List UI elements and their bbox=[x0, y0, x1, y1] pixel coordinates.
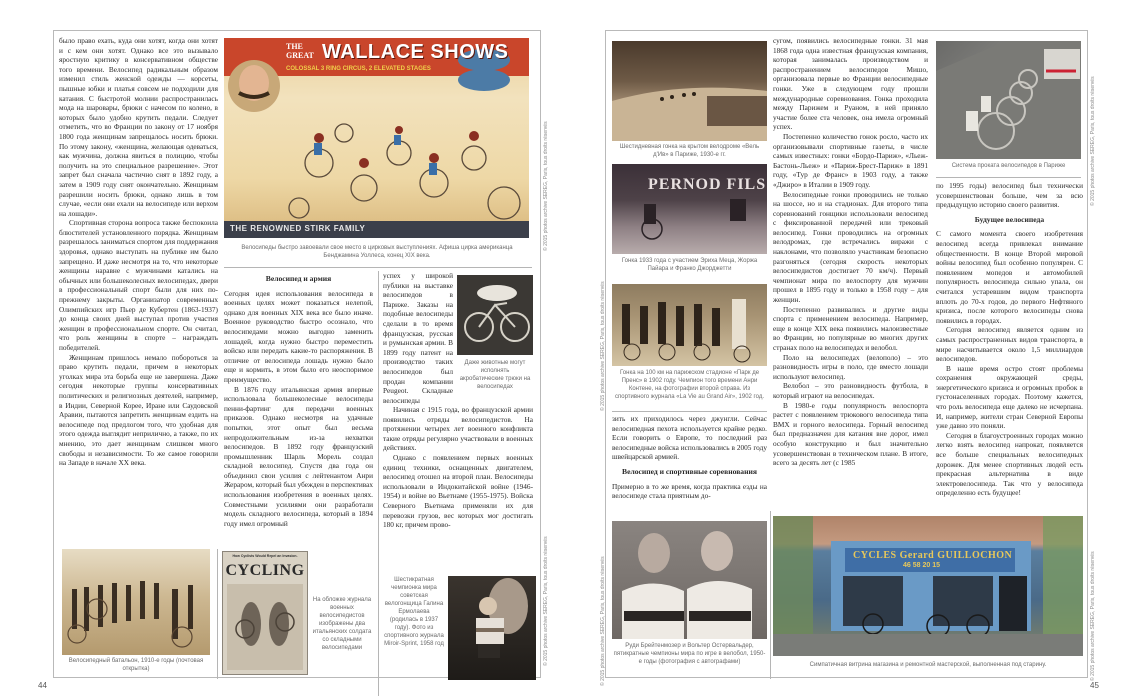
section-heading-sport: Велосипед и спортивные соревнования bbox=[622, 466, 757, 476]
soldiers-illustration bbox=[223, 584, 307, 674]
paragraph: по 1995 годы) велосипед был технически усовершенствован больше, чем за всю предыдущую историю своего развития. bbox=[936, 181, 1083, 210]
paragraph: Поло на велосипедах (велополо) – это разновидность игры в поло, где вместо лошади используют велосипед. bbox=[773, 352, 928, 381]
galina-ermolaeva-photo bbox=[448, 576, 536, 680]
race-1902-illustration bbox=[612, 284, 767, 366]
page-number-left: 44 bbox=[38, 681, 47, 690]
section-heading-army: Велосипед и армия bbox=[265, 274, 332, 283]
race-illustration bbox=[612, 164, 767, 254]
paragraph: Постепенно количество гонок росло, часто их организовывали спортивные газеты, в числе самых известных: гонки «Бордо-Париж», «Льеж-Бастонь-Льеж» и «Париж-Брест-Париж» в 1891 году, «Тур де Франс» в 1903 году, а также «Джиро» в Италии в 1909 году. bbox=[773, 131, 928, 189]
bicycle-battalion-photo bbox=[62, 549, 210, 655]
photo-credit: © 2015 photos archive SEREG, Paris, tous droits réservés bbox=[543, 536, 549, 666]
champions-illustration bbox=[612, 521, 767, 639]
article-column-army-b bbox=[383, 405, 533, 577]
divider bbox=[224, 267, 532, 268]
rental-bikes-illustration bbox=[936, 41, 1081, 159]
page-number-right: 45 bbox=[1090, 681, 1099, 690]
photo-credit: © 2015 photos archive SEREG, Paris, tous droits réservés bbox=[1090, 76, 1096, 206]
parrot-illustration bbox=[457, 275, 533, 355]
paragraph: сугом, появились велосипедные гонки. 31 мая 1868 года одна известная французская компания, которая занималась производством и распространением велосипедов Мишо, организовала первые во Франции велосипедные гонки. Уже в следующем году прошли международные соревнования. Гонка проходила между Парижем и Руаном, в ней приняло участие более ста человек, она имела огромный успех. bbox=[773, 36, 928, 132]
section-heading-future: Будущее велосипеда bbox=[974, 214, 1045, 224]
race-1902-caption: Гонка на 100 км на парижском стадионе «Парк де Пренс» в 1902 году. Чемпион того времени Анри Контене, на фотографии второй справа. Из спортивного журнала «La Vie au Grand Air», 1902 год. bbox=[614, 370, 764, 400]
cover-masthead: CYCLING bbox=[225, 562, 305, 579]
paragraph: Примерно в то же время, когда практика езды на велосипеде стала приятным до- bbox=[612, 481, 767, 501]
battalion-illustration bbox=[62, 549, 210, 655]
shop-caption: Симпатичная витрина магазина и ремонтной мастерской, выполненная под старину. bbox=[809, 662, 1047, 668]
column-divider bbox=[378, 271, 379, 696]
right-page bbox=[600, 30, 1096, 686]
paragraph: было право ехать, куда они хотят, когда они хотят и с кем они хотят. Однако все это вызывало яростную критику в консервативном обществе того времени. Велосипед радикальным образом изменил стиль женской одежды — корсеты, пышные юбки и платья совсем не подходили для катания. С быстротой молнии распространилась мода на шаровары, брюки с начесом по колено, в которых было удобно крутить педали. Следует отметить, что во Франции по закону от 17 ноября 1800 года женщинам запрещалось носить брюки. По этому закону, «женщина, желающая одеваться, как мужчина, должна явиться в полицию, чтобы получить на это специальное разрешение». Этот запрет был сначала частично снят в 1892 году, а затем в 1909 году снят окончательно. Женщинам разрешили носить брюки, однако лишь в том случае, «если они ехали на велосипеде или верхом на лошади». bbox=[59, 36, 218, 218]
column-divider bbox=[770, 511, 771, 679]
pernod-sign: PERNOD FILS bbox=[648, 176, 767, 193]
paragraph: Начиная с 1915 года, во французской армии появились отряды велосипедистов. На протяжении четырех лет военного конфликта такие отряды регулярно участвовали в военных действиях. bbox=[383, 405, 533, 453]
race-1902-photo bbox=[612, 284, 767, 366]
poster-banner: THE RENOWNED STIRK FAMILY bbox=[230, 224, 366, 233]
shop-phone: 46 58 20 15 bbox=[903, 562, 940, 569]
paragraph: Сегодня в благоустроенных городах можно легко взять велосипед напрокат, появляется все больше специальных велосипедных дорожек. Для менее спортивных людей есть прекрасная альтернатива в виде электровелосипеда. Так что у велосипеда определенно есть будущее! bbox=[936, 430, 1083, 498]
paragraph: С самого момента своего изобретения велосипед всегда привлекал внимание общественности. В конце Второй мировой войны велосипед был особенно популярен. С появлением мопедов и автомобилей популярность велосипеда сильно упала, он считался устаревшим видом транспорта вплоть до 70-х годов, до первого Нефтяного кризиса, после которого велосипеды снова появились в городах. bbox=[936, 229, 1083, 325]
article-column-army-a bbox=[224, 269, 373, 599]
poster-caption: Велосипеды быстро завоевали свое место в цирковых выступлениях. Афиша цирка американца Бенджамина Уоллеса, конец XIX века. bbox=[241, 245, 513, 259]
paragraph: Сегодня велосипед является одним из самых распространенных видов транспорта, в мире насчитывается около 1,5 миллиардов велосипедов. bbox=[936, 325, 1083, 364]
shop-sign: CYCLES Gerard GUILLOCHON bbox=[853, 550, 1013, 561]
article-column-future bbox=[936, 181, 1083, 511]
paragraph: Однако с появлением первых военных единиц техники, оснащенных двигателем, велосипед отошел на второй план. Велосипеды использовали в Индокитайской войне (1946-1954) и войне во Вьетнаме (1955-1975). Войска Северного Вьетнама применяли их для перевозки грузов, вес которых мог достигать 180 кг, причем прово- bbox=[383, 452, 533, 530]
cover-header: How Cyclists Would Repel an Invasion. bbox=[232, 554, 298, 558]
article-column-army-b-wrap bbox=[383, 271, 453, 406]
paragraph: Постепенно развивались и другие виды спорта с применением велосипеда. Например, еще в конце XIX века появились малоизвестные во Франции, но популярные во многих других странах поло на велосипедах и велобол. bbox=[773, 304, 928, 352]
paragraph: зить их приходилось через джунгли. Сейчас велосипедная пехота используется крайне редко. Если говорить о Европе, то последний раз велосипедные войска использовались в 2005 году швейцарской армией. bbox=[612, 414, 767, 462]
paragraph: успех у широкой публики на выставке велосипедов в Париже. Заказы на подобные велосипеды сделали в то время французская, русская и румынская армии. В 1899 году патент на производство таких велосипедов был продан компании Peugeot. Складные велосипеды bbox=[383, 271, 453, 405]
photo-credit: © 2015 photos archive SEREG, Paris, tous droits réservés bbox=[600, 281, 606, 411]
paragraph: Велосипедные гонки проводились не только на шоссе, но и на стадионах. Для второго типа соревнований гонщики использовали велосипед с фиксированной передачей или трековый велосипед. Гонки проводились на огромных велодромах, где встречались виражи с наклонами, что позволяло участникам безопасно разгоняться (сегодня скорость некоторых велосипедистов достигает 70 км/ч). Первый чемпионат мира по велоспорту для мужчин прошел в 1895 году и только в 1958 году – для женщин. bbox=[773, 189, 928, 305]
photo-credit: © 2015 photos archive SEREG, Paris, tous droits réservés bbox=[543, 121, 549, 251]
photo-credit: © 2015 photos archive SEREG, Paris, tous droits réservés bbox=[600, 556, 606, 686]
poster-title: WALLACE SHOWS bbox=[322, 41, 509, 63]
paragraph: Велобол – это разновидность футбола, в который играют на велосипедах. bbox=[773, 381, 928, 400]
article-column-women bbox=[59, 36, 218, 526]
bike-shop-photo bbox=[773, 516, 1083, 656]
divider bbox=[612, 411, 767, 412]
column-divider bbox=[217, 549, 218, 679]
parrot-caption: Даже животные могут исполнять акробатические трюки на велосипедах bbox=[459, 360, 531, 390]
bike-rental-photo bbox=[936, 41, 1081, 159]
article-column-infantry-end bbox=[612, 414, 767, 509]
divider bbox=[936, 177, 1081, 178]
velobol-champions-photo bbox=[612, 521, 767, 639]
champion-caption: Шестикратная чемпионка мира советская велогонщица Галина Ермолаева (родилась в 1937 году). Фото из спортивного журнала Miroir-Sprint, 1958 год bbox=[384, 577, 444, 647]
wallace-shows-poster bbox=[224, 38, 529, 238]
velodrome-caption: Шестидневная гонка на крытом велодроме «Вель д'Ив» в Париже, 1930-е гг. bbox=[619, 144, 760, 158]
photo-credit: © 2015 photos archive SEREG, Paris, tous droits réservés bbox=[1090, 551, 1096, 681]
rental-caption: Система проката велосипедов в Париже bbox=[951, 163, 1066, 169]
left-page bbox=[53, 30, 549, 678]
paragraph: В наше время остро стоят проблемы сохранения окружающей среды, энергетического кризиса и огромных пробок в густонаселенных городах. Поэтому кажется, что роль велосипеда еще далеко не исчерпана. И, например, жители стран Северной Европы уже давно это поняли. bbox=[936, 363, 1083, 431]
article-column-races bbox=[773, 36, 928, 516]
cycling-magazine-cover bbox=[222, 551, 308, 675]
paragraph: В 1876 году итальянская армия впервые использовала большеколесные велосипеды пенни-фартинг для передачи военных приказов. Однако несмотря на удачные попытки, этот опыт был весьма непродолжительным из-за нехватки велосипедов. В 1892 году французский промышленник Шарль Морель создал складной велосипед. Спустя два года он объединил свои усилия с лейтенантом Анри Жераром, который был убежден в перспективах использования изобретения в военных целях. Совместными усилиями они разработали модель складного велосипеда, который в 1894 году имел огромный bbox=[224, 384, 373, 528]
cycling-cover-caption: На обложке журнала военных велосипедистов изображены два итальянских солдата со складными велосипедами bbox=[312, 597, 372, 651]
race-1933-photo bbox=[612, 164, 767, 254]
paragraph: Женщинам пришлось немало побороться за право крутить педали, причем в некоторых уголках мира эта борьба еще не завершена. Даже сегодня некоторые группы консервативных политических и религиозных деятелей, например, в Индии, Северной Корее, Иране или Саудовской Аравии, пытаются запретить женщинам ездить на велосипеде под предлогом того, что удобная для этого одежда выглядит неприлично, а также, по их мнению, это дает женщинам слишком много свободы и независимости. То же самое говорили на Западе в начале XX века. bbox=[59, 352, 218, 468]
velodrome-photo bbox=[612, 41, 767, 141]
velodrome-illustration bbox=[612, 41, 767, 141]
parrot-on-bicycle-photo bbox=[457, 275, 533, 355]
race-1933-caption: Гонка 1933 года с участием Эриха Меца, Жоржа Пайара и Франко Джорджетти bbox=[621, 258, 758, 272]
poster-subtitle: COLOSSAL 3 RING CIRCUS, 2 ELEVATED STAGES bbox=[286, 66, 431, 72]
paragraph: Сегодня идея использования велосипеда в военных целях может показаться нелепой, однако для военных XIX века все было иначе. Военное руководство быстро осознало, что велосипедами можно выгодно заменить лошадей, когда нужно быстро переместить войско или передать какие-то распоряжения. В отличие от велосипеда лошадь нужно было еще и кормить, в этом было его неоспоримое преимущество. bbox=[224, 288, 373, 384]
shop-front-illustration bbox=[773, 516, 1083, 656]
champions-caption: Руди Брейтенмозер и Вольтер Остервальдер, пятикратные чемпионы мира по игре в велобол, 1950-е годы (фотография с автографами) bbox=[613, 643, 766, 665]
poster-title-small: THE GREAT bbox=[286, 42, 314, 60]
battalion-caption: Велосипедный батальон, 1910-е годы (почтовая открытка) bbox=[68, 658, 204, 672]
cyclist-illustration bbox=[448, 576, 536, 680]
paragraph: Спортивная сторона вопроса также беспокоила блюстителей установленного порядка. Женщинам разрешалось заниматься спортом для поддержания здоровья, однако выступать на публике им было запрещено. И даже несмотря на то, что некоторые женщины наравне с мужчинами катались на обычных или большеколесных велосипедах, двери в профессиональный спорт были для них по-прежнему закрыты. Организатор современных Олимпийских игр Пьер де Кубертен (1863-1937) до конца своих дней выступал против участия женщин в профессиональном спорте. Он считал, что роль женщины в спорте – награждать победителей. bbox=[59, 218, 218, 352]
paragraph: В 1980-е годы популярность велоспорта растет с появлением трюкового велосипеда типа BMX и горного велосипеда. Горный велосипед был предназначен для катания вне дорог, имел особую конструкцию и был значительно усовершенствован в техническом плане. В итоге, всего за десять лет (с 1985 bbox=[773, 400, 928, 468]
